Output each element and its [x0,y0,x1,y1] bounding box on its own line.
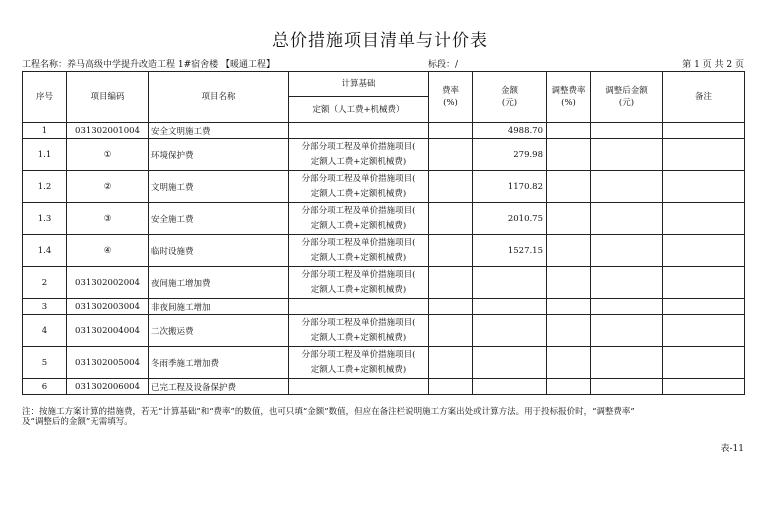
row-basis-line-1: 分部分项工程及单价措施项目( [301,237,416,248]
page-title: 总价措施项目清单与计价表 [272,31,488,51]
row-code: 031302006004 [67,379,149,395]
row-rate [429,315,473,347]
footnote-line-1: 注：按施工方案计算的措施费，若无“计算基础”和“费率”的数值，也可只填“金额”数值，但应在备注栏说明施工方案出处或计算方法。用于投标报价时，“调整费率” [22,407,635,417]
row-basis [289,203,429,235]
row-name: 非夜间施工增加 [149,299,289,315]
table-row [23,347,745,379]
table-row [23,171,745,203]
row-remark [663,139,745,171]
row-rate [429,267,473,299]
table-row [23,235,745,267]
table-row [23,203,745,235]
row-seq: 1.1 [23,139,67,171]
header-adj-rate-label: 调整费率 [551,86,586,96]
row-rate [429,347,473,379]
row-adj-rate [547,299,591,315]
header-name: 项目名称 [149,72,289,123]
row-adj-amount [591,267,663,299]
row-code: 031302003004 [67,299,149,315]
table-row [23,267,745,299]
row-adj-rate [547,139,591,171]
table-row [23,123,745,139]
header-adj-rate [547,72,591,123]
header-basis: 计算基础 [289,72,429,97]
row-name: 已完工程及设备保护费 [149,379,289,395]
row-basis [289,171,429,203]
row-rate [429,171,473,203]
row-name: 二次搬运费 [149,315,289,347]
row-adj-amount [591,123,663,139]
row-remark [663,315,745,347]
row-remark [663,379,745,395]
row-basis-line-2: 定额人工费+定额机械费) [310,332,407,343]
row-basis-line-2: 定额人工费+定额机械费) [310,156,407,167]
footnote-line-2: 及“调整后的金额”无需填写。 [22,417,133,427]
row-seq: 2 [23,267,67,299]
row-rate [429,203,473,235]
row-remark [663,347,745,379]
row-basis-line-1: 分部分项工程及单价措施项目( [301,173,416,184]
row-adj-rate [547,123,591,139]
row-amount [473,267,547,299]
row-name: 冬雨季施工增加费 [149,347,289,379]
row-seq: 1.3 [23,203,67,235]
row-adj-amount [591,347,663,379]
row-basis-line-2: 定额人工费+定额机械费) [310,188,407,199]
table-number: 表-11 [720,444,744,454]
row-basis-line-1: 分部分项工程及单价措施项目( [301,269,416,280]
row-adj-rate [547,379,591,395]
row-seq: 3 [23,299,67,315]
row-amount: 279.98 [473,139,547,171]
row-name: 临时设施费 [149,235,289,267]
row-basis-line-2: 定额人工费+定额机械费) [310,252,407,263]
table-body [23,123,745,395]
row-name: 文明施工费 [149,171,289,203]
row-name: 环境保护费 [149,139,289,171]
row-basis-line-1: 分部分项工程及单价措施项目( [301,349,416,360]
row-adj-amount [591,315,663,347]
header-seq: 序号 [23,72,67,123]
header-amount-label: 金额 [500,86,518,96]
row-basis [289,235,429,267]
row-adj-rate [547,203,591,235]
row-seq: 4 [23,315,67,347]
row-remark [663,123,745,139]
row-code: ② [67,171,149,203]
table-row [23,139,745,171]
header-rate [429,72,473,123]
row-amount: 4988.70 [473,123,547,139]
measures-table [22,71,745,395]
header-adj-amount [591,72,663,123]
row-amount [473,347,547,379]
row-code: ④ [67,235,149,267]
row-adj-amount [591,171,663,203]
row-basis-line-1: 分部分项工程及单价措施项目( [301,317,416,328]
row-remark [663,171,745,203]
row-adj-rate [547,171,591,203]
row-rate [429,379,473,395]
row-rate [429,235,473,267]
row-remark [663,203,745,235]
meta-row [22,57,744,69]
row-basis [289,123,429,139]
row-name: 安全施工费 [149,203,289,235]
row-code: 031302002004 [67,267,149,299]
row-code: 031302004004 [67,315,149,347]
row-basis [289,139,429,171]
header-adj-amount-unit: (元) [618,98,635,108]
row-basis [289,315,429,347]
row-basis-line-2: 定额人工费+定额机械费) [310,364,407,375]
row-adj-amount [591,299,663,315]
row-code: 031302005004 [67,347,149,379]
row-amount [473,315,547,347]
header-code: 项目编码 [67,72,149,123]
footnote [22,407,747,427]
row-adj-rate [547,347,591,379]
header-adj-amount-label: 调整后金额 [605,86,648,96]
row-basis [289,347,429,379]
table-row [23,299,745,315]
row-amount: 2010.75 [473,203,547,235]
row-adj-amount [591,235,663,267]
row-seq: 1.2 [23,171,67,203]
row-basis [289,299,429,315]
row-adj-rate [547,315,591,347]
row-seq: 6 [23,379,67,395]
row-basis-line-2: 定额人工费+定额机械费) [310,220,407,231]
row-basis [289,267,429,299]
table-row [23,315,745,347]
row-rate [429,299,473,315]
row-code: ① [67,139,149,171]
header-rate-label: 费率 [441,86,459,96]
row-name: 夜间施工增加费 [149,267,289,299]
row-adj-amount [591,139,663,171]
project-name: 工程名称：养马高级中学提升改造工程 1#宿舍楼 【暖通工程】 [22,60,275,70]
section-label: 标段：/ [428,60,459,70]
row-basis-line-1: 分部分项工程及单价措施项目( [301,205,416,216]
row-remark [663,299,745,315]
row-code: ③ [67,203,149,235]
table-row [23,379,745,395]
row-name: 安全文明施工费 [149,123,289,139]
row-adj-rate [547,267,591,299]
row-basis-line-1: 分部分项工程及单价措施项目( [301,141,416,152]
page-indicator: 第 1 页 共 2 页 [682,60,744,70]
row-amount: 1527.15 [473,235,547,267]
header-rate-unit: (%) [443,98,458,108]
header-adj-rate-unit: (%) [561,98,576,108]
row-basis [289,379,429,395]
row-code: 031302001004 [67,123,149,139]
header-remark: 备注 [663,72,745,123]
row-rate [429,139,473,171]
row-adj-rate [547,235,591,267]
header-amount [473,72,547,123]
row-seq: 1 [23,123,67,139]
row-adj-amount [591,203,663,235]
row-basis-line-2: 定额人工费+定额机械费) [310,284,407,295]
row-rate [429,123,473,139]
row-remark [663,267,745,299]
row-amount [473,379,547,395]
row-amount: 1170.82 [473,171,547,203]
row-seq: 5 [23,347,67,379]
row-amount [473,299,547,315]
row-adj-amount [591,379,663,395]
header-basis-sub: 定额（人工费+机械费） [289,97,429,123]
row-remark [663,235,745,267]
row-seq: 1.4 [23,235,67,267]
header-amount-unit: (元) [501,98,518,108]
